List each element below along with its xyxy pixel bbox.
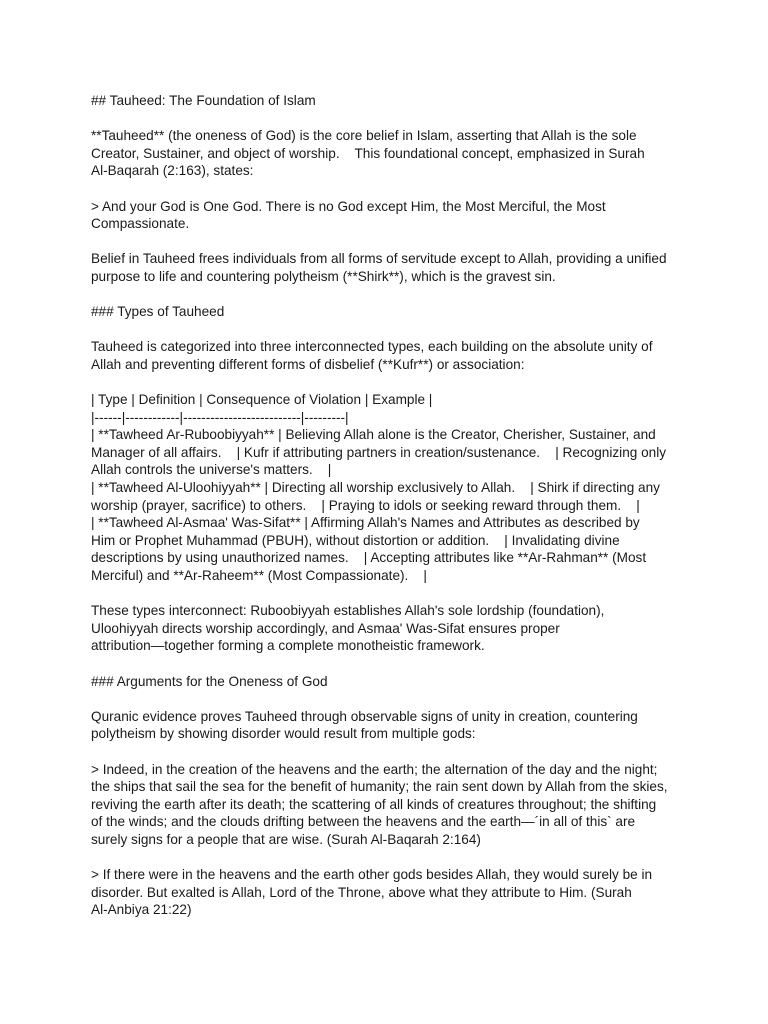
arguments-intro-paragraph: Quranic evidence proves Tauheed through observable signs of unity in creation, countering polytheism by showing disorder would result from multiple gods:: [91, 708, 638, 742]
table-row-uloohiyyah: | **Tawheed Al-Uloohiyyah** | Directing all worship exclusively to Allah. | Shirk if directing any worship (prayer, sacrifice) to others. | Praying to idols or seeking reward through them. |: [91, 480, 660, 513]
document-page: [91, 92, 691, 937]
types-heading: ### Types of Tauheed: [91, 304, 225, 320]
table-separator-row: |------|------------|--------------------------|---------|: [91, 409, 349, 425]
table-row-ruboobiyyah: | **Tawheed Ar-Ruboobiyyah** | Believing Allah alone is the Creator, Cherisher, Sustainer, and Manager of all affairs. | Kufr if attributing partners in creation/sustenance. | Recognizing only Allah controls the universe's matters. |: [91, 427, 667, 478]
main-heading: ## Tauheed: The Foundation of Islam: [91, 93, 316, 108]
interconnect-paragraph: These types interconnect: Ruboobiyyah establishes Allah's sole lordship (foundation), Uloohiyyah directs worship accordingly, and Asmaa' Was-Sifat ensures proper attribution—together forming a complete monotheistic framework.: [91, 603, 605, 654]
types-intro-paragraph: Tauheed is categorized into three interconnected types, each building on the absolute unity of Allah and preventing different forms of disbelief (**Kufr**) or association:: [91, 339, 653, 372]
table-header-row: | Type | Definition | Consequence of Violation | Example |: [91, 392, 433, 408]
types-table: [91, 391, 691, 585]
quote-surah-anbiya-22: > If there were in the heavens and the earth other gods besides Allah, they would surely be in disorder. But exalted is Allah, Lord of the Throne, above what they attribute to Him. (Surah Al-Anbiya 21:22): [91, 867, 653, 918]
arguments-heading: ### Arguments for the Oneness of God: [91, 673, 328, 689]
quote-surah-baqarah-163: > And your God is One God. There is no God except Him, the Most Merciful, the Most Compassionate.: [91, 198, 606, 232]
table-row-asmaa-was-sifat: | **Tawheed Al-Asmaa' Was-Sifat** | Affirming Allah's Names and Attributes as described by Him or Prophet Muhammad (PBUH), without distortion or addition. | Invalidating divine descriptions by using unauthorized names. | Accepting attributes like **Ar-Rahman** (Most Merciful) and **Ar-Raheem** (Most Compassionate). |: [91, 515, 647, 584]
intro-paragraph: **Tauheed** (the oneness of God) is the core belief in Islam, asserting that Allah is the sole Creator, Sustainer, and object of worship. This foundational concept, emphasized in Surah Al-Baqarah (2:163), states:: [91, 128, 645, 179]
quote-surah-baqarah-164: > Indeed, in the creation of the heavens and the earth; the alternation of the day and the night; the ships that sail the sea for the benefit of humanity; the rain sent down by Allah from the skies, reviving the earth after its death; the scattering of all kinds of creatures throughout; the shifting of the winds; and the clouds drifting between the heavens and the earth—´in all of this` are surely signs for a people that are wise. (Surah Al-Baqarah 2:164): [91, 761, 668, 847]
belief-paragraph: Belief in Tauheed frees individuals from all forms of servitude except to Allah, providing a unified purpose to life and countering polytheism (**Shirk**), which is the gravest sin.: [91, 251, 667, 284]
